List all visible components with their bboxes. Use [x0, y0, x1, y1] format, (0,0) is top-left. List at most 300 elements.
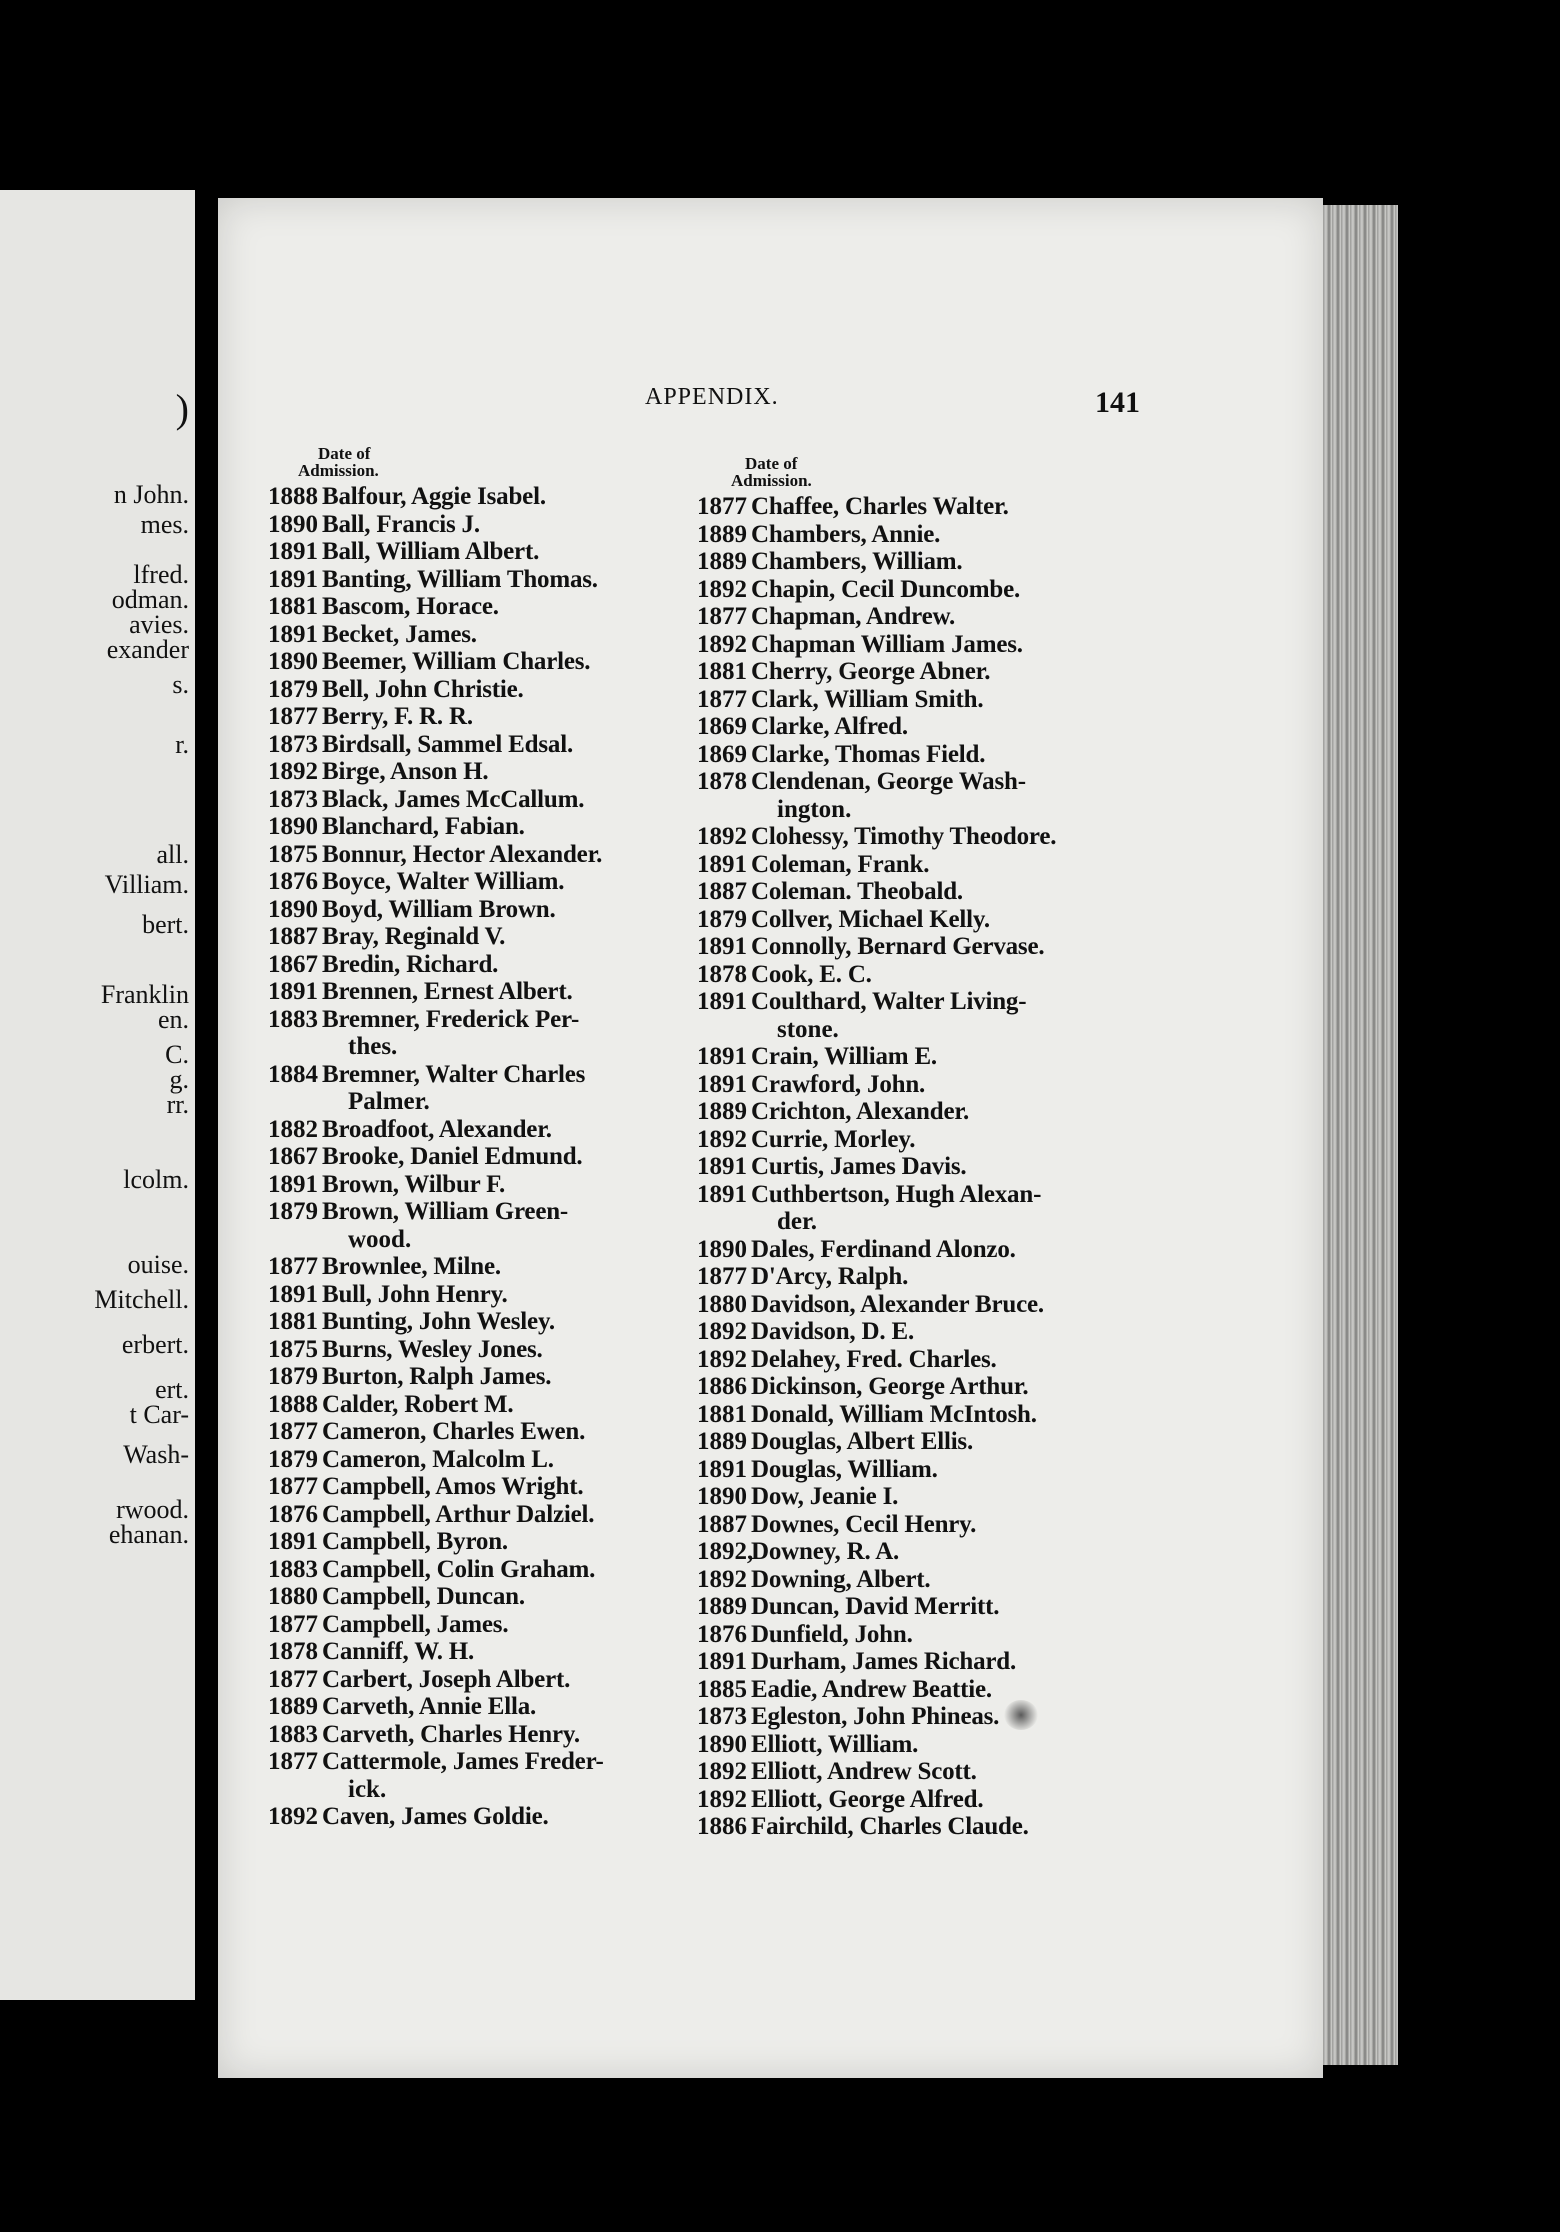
admission-entry: [268, 1061, 604, 1089]
admission-year: 1879: [268, 1363, 318, 1390]
admission-year: 1877: [697, 1263, 747, 1290]
admission-year: 1891: [268, 978, 318, 1005]
admission-entry: [268, 1446, 604, 1474]
admission-entry: [697, 631, 1056, 659]
member-name: Chambers, William.: [751, 548, 963, 575]
admission-year: 1891: [697, 1455, 747, 1483]
ink-smudge: [1004, 1700, 1038, 1730]
admission-entry: [268, 593, 604, 621]
column-heading-right: Date of: [745, 454, 798, 473]
facing-page-text-fragment: avies.: [129, 610, 189, 639]
admission-entry: [268, 1693, 604, 1721]
admission-year: 1892: [268, 1803, 318, 1830]
facing-page-text-fragment: ehanan.: [108, 1520, 189, 1549]
member-name: Eadie, Andrew Beattie.: [751, 1675, 992, 1703]
facing-page-text-fragment: n John.: [113, 480, 189, 509]
facing-page-text-fragment: lcolm.: [123, 1165, 189, 1194]
admission-year: 1881: [697, 1400, 747, 1428]
admission-year: 1892: [697, 1758, 747, 1785]
admission-year: 1878: [697, 768, 747, 795]
member-name: Carveth, Charles Henry.: [322, 1720, 580, 1748]
member-name-continuation: ick.: [348, 1775, 387, 1803]
admission-year: 1886: [697, 1373, 747, 1400]
admission-entry: [268, 1721, 604, 1749]
member-name: Cherry, George Abner.: [751, 658, 991, 685]
admission-entry: [697, 658, 1056, 686]
member-name: Coleman. Theobald.: [751, 878, 963, 905]
admission-year: 1877: [268, 1253, 318, 1280]
admission-entry: [697, 988, 1056, 1016]
member-name: Birdsall, Sammel Edsal.: [322, 730, 573, 758]
member-name: Cameron, Malcolm L.: [322, 1445, 554, 1473]
admission-year: 1867: [268, 1143, 318, 1170]
admission-entry: [697, 1511, 1056, 1539]
admission-entry: [697, 1731, 1056, 1759]
member-name: Dow, Jeanie I.: [751, 1483, 899, 1510]
member-name: Downey, R. A.: [751, 1538, 900, 1565]
admission-entry: [697, 603, 1056, 631]
facing-page-text-fragment: all.: [156, 840, 189, 869]
admission-year: 1889: [697, 1098, 747, 1125]
member-name: Connolly, Bernard Gervase.: [751, 933, 1045, 960]
admission-year: 1891: [697, 1070, 747, 1098]
member-name: Clendenan, George Wash-: [751, 768, 1026, 795]
facing-page-text-fragment: s.: [172, 670, 189, 699]
admission-entry: [268, 1116, 604, 1144]
admission-entry: [268, 511, 604, 539]
admission-entry: [268, 1556, 604, 1584]
member-name: Brooke, Daniel Edmund.: [322, 1143, 583, 1170]
admission-year: 1887: [268, 923, 318, 950]
member-name: D'Arcy, Ralph.: [751, 1263, 909, 1290]
admission-year: 1879: [268, 675, 318, 703]
admission-year: 1892: [697, 1785, 747, 1813]
member-name: Black, James McCallum.: [322, 785, 585, 813]
member-name: Bredin, Richard.: [322, 950, 499, 978]
member-name: Campbell, Amos Wright.: [322, 1473, 584, 1500]
facing-page-fragment: [0, 190, 195, 2000]
facing-page-text-fragment: ert.: [155, 1375, 189, 1404]
admission-year: 1892,: [697, 1538, 754, 1565]
admission-entry: [697, 1291, 1056, 1319]
admission-entry: [697, 1786, 1056, 1814]
member-name: Blanchard, Fabian.: [322, 813, 525, 840]
facing-page-text-fragment: mes.: [140, 510, 189, 539]
admission-year: 1887: [697, 878, 747, 905]
admission-entry: [697, 1181, 1056, 1209]
admission-year: 1888: [268, 1390, 318, 1418]
member-name: Coleman, Frank.: [751, 850, 930, 878]
member-name-continuation: wood.: [348, 1225, 412, 1253]
admission-year: 1873: [268, 730, 318, 758]
facing-page-text-fragment: lfred.: [133, 560, 189, 589]
admission-year: 1876: [697, 1620, 747, 1648]
admission-year: 1877: [268, 703, 318, 730]
admission-entry: [697, 1813, 1056, 1841]
admission-entry: [268, 1583, 604, 1611]
member-name: Chambers, Annie.: [751, 520, 941, 548]
member-name: Berry, F. R. R.: [322, 703, 473, 730]
admission-year: 1884: [268, 1060, 318, 1088]
member-name: Cattermole, James Freder-: [322, 1748, 604, 1775]
admission-year: 1877: [697, 603, 747, 630]
member-name: Bray, Reginald V.: [322, 923, 506, 950]
admission-entry: [697, 1456, 1056, 1484]
admission-year: 1891: [268, 565, 318, 593]
member-name: Fairchild, Charles Claude.: [751, 1813, 1029, 1840]
admission-year: 1869: [697, 740, 747, 768]
admission-entry: [268, 1198, 604, 1226]
admission-entry: [697, 1593, 1056, 1621]
member-name: Carbert, Joseph Albert.: [322, 1665, 571, 1693]
member-name: Bremner, Walter Charles: [322, 1060, 586, 1088]
member-name: Becket, James.: [322, 620, 477, 648]
admission-year: 1890: [268, 813, 318, 840]
admissions-column-left: [268, 445, 604, 1831]
admission-year: 1875: [268, 840, 318, 868]
facing-page-text-fragment: t Car-: [129, 1400, 189, 1429]
admission-entry: [268, 1611, 604, 1639]
member-name: Campbell, Duncan.: [322, 1583, 525, 1610]
admission-entry: [268, 1528, 604, 1556]
facing-page-text-fragment: odman.: [111, 585, 189, 614]
admission-year: 1892: [697, 575, 747, 603]
admission-year: 1891: [268, 620, 318, 648]
admission-year: 1891: [697, 988, 747, 1015]
admission-year: 1883: [268, 1555, 318, 1583]
admission-entry: [697, 851, 1056, 879]
admission-entry: [268, 868, 604, 896]
admission-entry: [697, 1538, 1056, 1566]
admission-entry: [697, 1126, 1056, 1154]
facing-page-text-fragment: exander: [106, 635, 189, 664]
admission-entry: [268, 1143, 604, 1171]
admission-entry: [697, 1703, 1056, 1731]
admission-year: 1869: [697, 713, 747, 740]
member-name: Brown, Wilbur F.: [322, 1170, 505, 1198]
member-name: Ball, Francis J.: [322, 510, 480, 538]
admission-year: 1877: [268, 1473, 318, 1500]
facing-page-text-fragment: g.: [169, 1065, 189, 1094]
member-name: Canniff, W. H.: [322, 1638, 475, 1665]
facing-page-text-fragment: r.: [175, 730, 189, 759]
member-name: Burton, Ralph James.: [322, 1363, 552, 1390]
admission-year: 1879: [268, 1198, 318, 1225]
admission-entry: [268, 1281, 604, 1309]
member-name: Crichton, Alexander.: [751, 1098, 969, 1125]
admission-entry: [268, 703, 604, 731]
admission-year: 1892: [697, 1565, 747, 1593]
member-name: Banting, William Thomas.: [322, 565, 598, 593]
admission-entry: [268, 978, 604, 1006]
admission-year: 1892: [697, 1318, 747, 1345]
admission-year: 1892: [697, 1345, 747, 1373]
facing-page-text-fragment: rwood.: [116, 1495, 189, 1524]
admission-year: 1891: [697, 1648, 747, 1675]
member-name: Clarke, Thomas Field.: [751, 740, 986, 768]
facing-page-text-fragment: bert.: [142, 910, 189, 939]
member-name: Boyce, Walter William.: [322, 868, 565, 895]
member-name: Davidson, D. E.: [751, 1318, 915, 1345]
member-name: Campbell, Arthur Dalziel.: [322, 1500, 595, 1528]
admission-entry: [697, 933, 1056, 961]
member-name: Dickinson, George Arthur.: [751, 1373, 1029, 1400]
facing-page-text-fragment: Villiam.: [104, 870, 189, 899]
member-name: Egleston, John Phineas.: [751, 1703, 1000, 1730]
admission-entry: [268, 483, 604, 511]
admission-entry: [268, 1418, 604, 1446]
member-name: Carveth, Annie Ella.: [322, 1693, 537, 1720]
member-name: Durham, James Richard.: [751, 1648, 1017, 1675]
column-heading-left-line2: Admission.: [298, 461, 379, 480]
admission-year: 1889: [697, 548, 747, 575]
column-heading-right-line2: Admission.: [731, 471, 812, 490]
member-name: Bremner, Frederick Per-: [322, 1005, 580, 1033]
member-name: Chaffee, Charles Walter.: [751, 493, 1009, 520]
admission-entry: [697, 1401, 1056, 1429]
admission-year: 1877: [268, 1665, 318, 1693]
member-name: Campbell, Byron.: [322, 1528, 508, 1555]
admission-entry: [268, 951, 604, 979]
member-name: Boyd, William Brown.: [322, 895, 556, 923]
facing-page-text-fragment: ouise.: [127, 1250, 189, 1279]
admission-year: 1881: [268, 1308, 318, 1335]
member-name: Duncan, David Merritt.: [751, 1593, 1000, 1620]
admission-year: 1890: [268, 895, 318, 923]
admission-year: 1878: [697, 960, 747, 988]
facing-page-text-fragment: C.: [165, 1040, 189, 1069]
admission-entry: [697, 1236, 1056, 1264]
admission-year: 1889: [697, 1593, 747, 1620]
member-name: Brennen, Ernest Albert.: [322, 978, 573, 1005]
member-name: Dales, Ferdinand Alonzo.: [751, 1235, 1016, 1263]
admission-entry: [268, 1006, 604, 1034]
member-name: Broadfoot, Alexander.: [322, 1115, 552, 1143]
admission-entry: [268, 813, 604, 841]
admission-entry: [268, 1336, 604, 1364]
admission-entry: [697, 1318, 1056, 1346]
admission-year: 1891: [697, 850, 747, 878]
member-name: Coulthard, Walter Living-: [751, 988, 1027, 1015]
admission-entry: [268, 758, 604, 786]
member-name: Crain, William E.: [751, 1043, 937, 1070]
admission-entry: [697, 1346, 1056, 1374]
admission-year: 1883: [268, 1005, 318, 1033]
admission-entry: [697, 1263, 1056, 1291]
member-name-continuation: Palmer.: [348, 1088, 430, 1115]
member-name: Chapman William James.: [751, 630, 1023, 658]
admission-year: 1877: [697, 685, 747, 713]
member-name: Beemer, William Charles.: [322, 648, 591, 675]
admission-year: 1892: [697, 1125, 747, 1153]
admission-year: 1876: [268, 1500, 318, 1528]
member-name: Calder, Robert M.: [322, 1390, 514, 1418]
member-name: Delahey, Fred. Charles.: [751, 1345, 997, 1373]
admission-year: 1877: [697, 493, 747, 520]
member-name: Balfour, Aggie Isabel.: [322, 483, 546, 510]
admission-entry: [697, 576, 1056, 604]
admission-year: 1880: [697, 1290, 747, 1318]
member-name: Chapman, Andrew.: [751, 603, 956, 630]
member-name: Crawford, John.: [751, 1070, 926, 1098]
admission-year: 1889: [697, 1428, 747, 1455]
admission-entry: [268, 538, 604, 566]
member-name: Downes, Cecil Henry.: [751, 1510, 977, 1538]
admission-entry: [268, 1666, 604, 1694]
admission-entry: [268, 566, 604, 594]
admission-year: 1888: [268, 483, 318, 510]
facing-page-text-fragment: en.: [157, 1005, 189, 1034]
admission-entry: [268, 1748, 604, 1776]
admission-entry: [697, 1071, 1056, 1099]
admission-year: 1873: [697, 1703, 747, 1730]
facing-page-text-fragment: Mitchell.: [94, 1285, 189, 1314]
admission-entry: [268, 731, 604, 759]
admission-year: 1886: [697, 1813, 747, 1840]
admission-entry: [268, 841, 604, 869]
member-name: Ball, William Albert.: [322, 538, 540, 565]
admission-year: 1890: [697, 1730, 747, 1758]
member-name: Bunting, John Wesley.: [322, 1308, 555, 1335]
admission-entry: [268, 923, 604, 951]
admission-year: 1879: [697, 905, 747, 933]
member-name: Chapin, Cecil Duncombe.: [751, 575, 1021, 603]
admission-year: 1880: [268, 1583, 318, 1610]
admission-year: 1878: [268, 1638, 318, 1665]
member-name: Caven, James Goldie.: [322, 1803, 549, 1830]
admission-entry: [268, 1308, 604, 1336]
admission-entry: [697, 1758, 1056, 1786]
admission-entry: [697, 521, 1056, 549]
admission-entry: [697, 823, 1056, 851]
member-name: Donald, William McIntosh.: [751, 1400, 1037, 1428]
member-name: Elliott, Andrew Scott.: [751, 1758, 977, 1785]
member-name: Cuthbertson, Hugh Alexan-: [751, 1180, 1042, 1208]
admission-year: 1887: [697, 1510, 747, 1538]
admission-entry: [268, 1391, 604, 1419]
member-name: Bull, John Henry.: [322, 1280, 508, 1308]
member-name: Elliott, George Alfred.: [751, 1785, 984, 1813]
admission-year: 1867: [268, 950, 318, 978]
admission-year: 1877: [268, 1610, 318, 1638]
facing-page-text-fragment: ): [175, 386, 189, 431]
admission-entry: [697, 1043, 1056, 1071]
admission-year: 1891: [268, 1528, 318, 1555]
member-name: Currie, Morley.: [751, 1125, 916, 1153]
page-edge-stack: [1323, 205, 1398, 2065]
member-name: Burns, Wesley Jones.: [322, 1335, 543, 1363]
facing-page-text-fragment: Franklin: [100, 980, 189, 1009]
member-name: Campbell, Colin Graham.: [322, 1555, 596, 1583]
member-name: Brown, William Green-: [322, 1198, 569, 1225]
member-name: Curtis, James Davis.: [751, 1153, 967, 1180]
admission-year: 1891: [697, 1043, 747, 1070]
admission-year: 1891: [697, 1180, 747, 1208]
admission-entry: [268, 676, 604, 704]
member-name-continuation: thes.: [348, 1033, 398, 1060]
member-name: Bonnur, Hector Alexander.: [322, 840, 603, 868]
member-name: Elliott, William.: [751, 1730, 919, 1758]
member-name: Collver, Michael Kelly.: [751, 905, 990, 933]
admission-year: 1891: [268, 1170, 318, 1198]
member-name: Brownlee, Milne.: [322, 1253, 501, 1280]
admission-year: 1889: [268, 1693, 318, 1720]
admission-entry: [268, 1363, 604, 1391]
member-name: Cook, E. C.: [751, 960, 872, 988]
admission-entry: [697, 741, 1056, 769]
admission-entry: [697, 1428, 1056, 1456]
admission-year: 1889: [697, 520, 747, 548]
admission-year: 1877: [268, 1748, 318, 1775]
member-name: Douglas, William.: [751, 1455, 938, 1483]
admission-year: 1891: [268, 538, 318, 565]
admission-entry: [268, 1253, 604, 1281]
admission-entry: [697, 686, 1056, 714]
admission-entry: [268, 1171, 604, 1199]
member-name-continuation: der.: [777, 1208, 818, 1235]
admission-year: 1892: [697, 630, 747, 658]
admission-year: 1890: [268, 510, 318, 538]
member-name: Downing, Albert.: [751, 1565, 931, 1593]
admission-entry: [697, 1621, 1056, 1649]
admission-year: 1882: [268, 1115, 318, 1143]
member-name: Bascom, Horace.: [322, 593, 499, 620]
admission-year: 1873: [268, 785, 318, 813]
admission-year: 1890: [268, 648, 318, 675]
admission-year: 1890: [697, 1235, 747, 1263]
admission-entry: [697, 1676, 1056, 1704]
member-name-continuation: stone.: [777, 1015, 839, 1043]
admission-entry: [697, 1153, 1056, 1181]
admission-entry: [268, 1638, 604, 1666]
member-name: Cameron, Charles Ewen.: [322, 1418, 586, 1445]
admissions-column-right: [697, 455, 1056, 1841]
admission-entry: [268, 648, 604, 676]
admission-entry: [268, 1473, 604, 1501]
admission-year: 1879: [268, 1445, 318, 1473]
member-name: Clohessy, Timothy Theodore.: [751, 823, 1057, 850]
member-name: Clarke, Alfred.: [751, 713, 908, 740]
admission-entry: [268, 1501, 604, 1529]
member-name: Campbell, James.: [322, 1610, 509, 1638]
page-header: APPENDIX.: [645, 384, 779, 410]
admission-entry: [268, 786, 604, 814]
admission-entry: [697, 1483, 1056, 1511]
admission-year: 1876: [268, 868, 318, 895]
admission-entry: [697, 548, 1056, 576]
admission-entry: [697, 768, 1056, 796]
member-name: Clark, William Smith.: [751, 685, 984, 713]
admission-year: 1881: [697, 658, 747, 685]
admission-year: 1891: [268, 1280, 318, 1308]
admission-entry: [697, 1098, 1056, 1126]
facing-page-text-fragment: Wash-: [123, 1440, 189, 1469]
member-name: Birge, Anson H.: [322, 758, 489, 785]
admission-entry: [268, 896, 604, 924]
admission-year: 1883: [268, 1720, 318, 1748]
admission-entry: [697, 1373, 1056, 1401]
admission-year: 1892: [268, 758, 318, 785]
entry-list-right: [697, 493, 1056, 1841]
admission-year: 1875: [268, 1335, 318, 1363]
member-name: Bell, John Christie.: [322, 675, 524, 703]
admission-entry: [697, 961, 1056, 989]
admission-entry: [697, 493, 1056, 521]
admission-year: 1891: [697, 933, 747, 960]
member-name: Douglas, Albert Ellis.: [751, 1428, 974, 1455]
column-heading-left: Date of: [318, 444, 371, 463]
admission-entry: [697, 1566, 1056, 1594]
